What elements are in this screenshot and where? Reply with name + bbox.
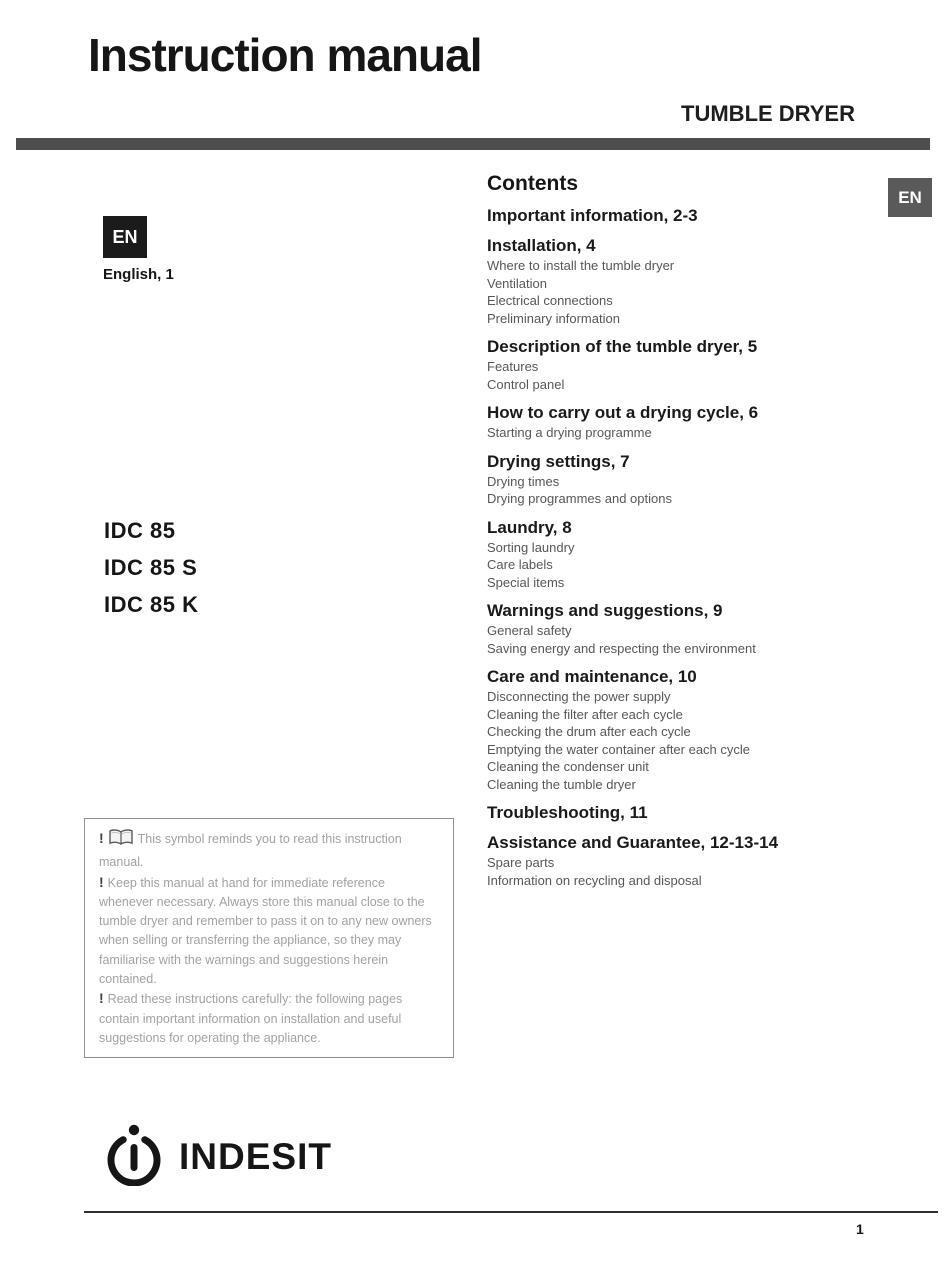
toc-item: Sorting laundry: [487, 539, 575, 555]
toc-item: Control panel: [487, 376, 565, 392]
toc-section-title: Care and maintenance, 10: [487, 667, 697, 686]
note-paragraph: [99, 873, 441, 990]
toc-item: Starting a drying programme: [487, 425, 652, 440]
model-list: [104, 512, 198, 623]
toc-section-title: Important information, 2-3: [487, 206, 698, 225]
open-book-icon: [108, 828, 138, 853]
toc-section-title: Troubleshooting, 11: [487, 803, 648, 822]
exclamation-mark: !: [99, 990, 104, 1007]
model-name: IDC 85 K: [104, 592, 199, 617]
toc-section-title: Description of the tumble dryer, 5: [487, 337, 758, 356]
toc-item: Emptying the water container after each cycle: [487, 741, 751, 757]
note-text: Keep this manual at hand for immediate reference whenever necessary. Always store this manual close to the tumble dryer and remember to pass it on to any new owners when selling or transferring the appliance, so they may familiarise with the warnings and suggestions herein contained.: [99, 875, 432, 987]
page-number: 1: [856, 1221, 864, 1237]
toc-item: Electrical connections: [487, 293, 613, 308]
contents-sections: [487, 206, 869, 889]
model-name: IDC 85 S: [104, 555, 198, 580]
exclamation-mark: !: [99, 830, 104, 846]
toc-item: Where to install the tumble dryer: [487, 258, 675, 273]
toc-item: Special items: [487, 574, 565, 590]
toc-item: Cleaning the filter after each cycle: [487, 706, 683, 722]
brand-wordmark: INDESIT: [179, 1136, 332, 1177]
toc-item: Spare parts: [487, 855, 555, 870]
note-text: This symbol reminds you to read this instruction manual.: [99, 832, 402, 870]
toc-item: General safety: [487, 623, 572, 638]
toc-section: [487, 833, 869, 889]
toc-item: Checking the drum after each cycle: [487, 724, 691, 739]
toc-section-title: Laundry, 8: [487, 517, 572, 537]
exclamation-mark: !: [99, 873, 104, 890]
toc-section: [487, 403, 869, 442]
toc-section-title: Drying settings, 7: [487, 451, 630, 471]
toc-item: Preliminary information: [487, 310, 620, 326]
note-paragraph: [99, 989, 441, 1048]
toc-item: Information on recycling and disposal: [487, 872, 702, 888]
toc-item: Saving energy and respecting the environment: [487, 640, 756, 656]
toc-section-title: How to carry out a drying cycle, 6: [487, 403, 759, 422]
indesit-i-ring-icon: [105, 1122, 163, 1186]
table-of-contents: [487, 172, 869, 889]
toc-section: [487, 667, 869, 793]
toc-item: Drying programmes and options: [487, 491, 672, 506]
contents-title: Contents: [487, 172, 578, 195]
corner-language-badge: EN: [888, 178, 932, 217]
toc-section-title: Warnings and suggestions, 9: [487, 601, 723, 620]
toc-section: [487, 518, 869, 592]
brand-logo: [105, 1122, 332, 1186]
toc-section: [487, 337, 869, 393]
toc-section: [487, 452, 869, 508]
note-box: [84, 818, 454, 1058]
toc-section-title: Installation, 4: [487, 236, 596, 255]
toc-section: [487, 236, 869, 327]
model-name: IDC 85: [104, 518, 176, 543]
toc-item: Ventilation: [487, 275, 547, 291]
toc-section: [487, 803, 869, 823]
footer-divider-line: [84, 1211, 938, 1213]
toc-section-title: Assistance and Guarantee, 12-13-14: [487, 833, 779, 852]
page-title: Instruction manual: [88, 29, 482, 81]
toc-item: Cleaning the tumble dryer: [487, 776, 636, 792]
toc-item: Disconnecting the power supply: [487, 689, 671, 704]
toc-section: [487, 206, 869, 226]
note-paragraph: [99, 828, 441, 873]
toc-item: Features: [487, 359, 539, 374]
note-text: Read these instructions carefully: the following pages contain important information on installation and useful suggestions for operating the appliance.: [99, 992, 403, 1045]
toc-item: Care labels: [487, 557, 553, 572]
toc-item: Drying times: [487, 473, 560, 489]
header-divider-bar: [16, 138, 930, 150]
toc-item: Cleaning the condenser unit: [487, 759, 649, 774]
toc-section: [487, 601, 869, 657]
product-type-label: TUMBLE DRYER: [681, 101, 855, 126]
language-label: English, 1: [103, 266, 174, 283]
language-badge: EN: [103, 216, 147, 258]
